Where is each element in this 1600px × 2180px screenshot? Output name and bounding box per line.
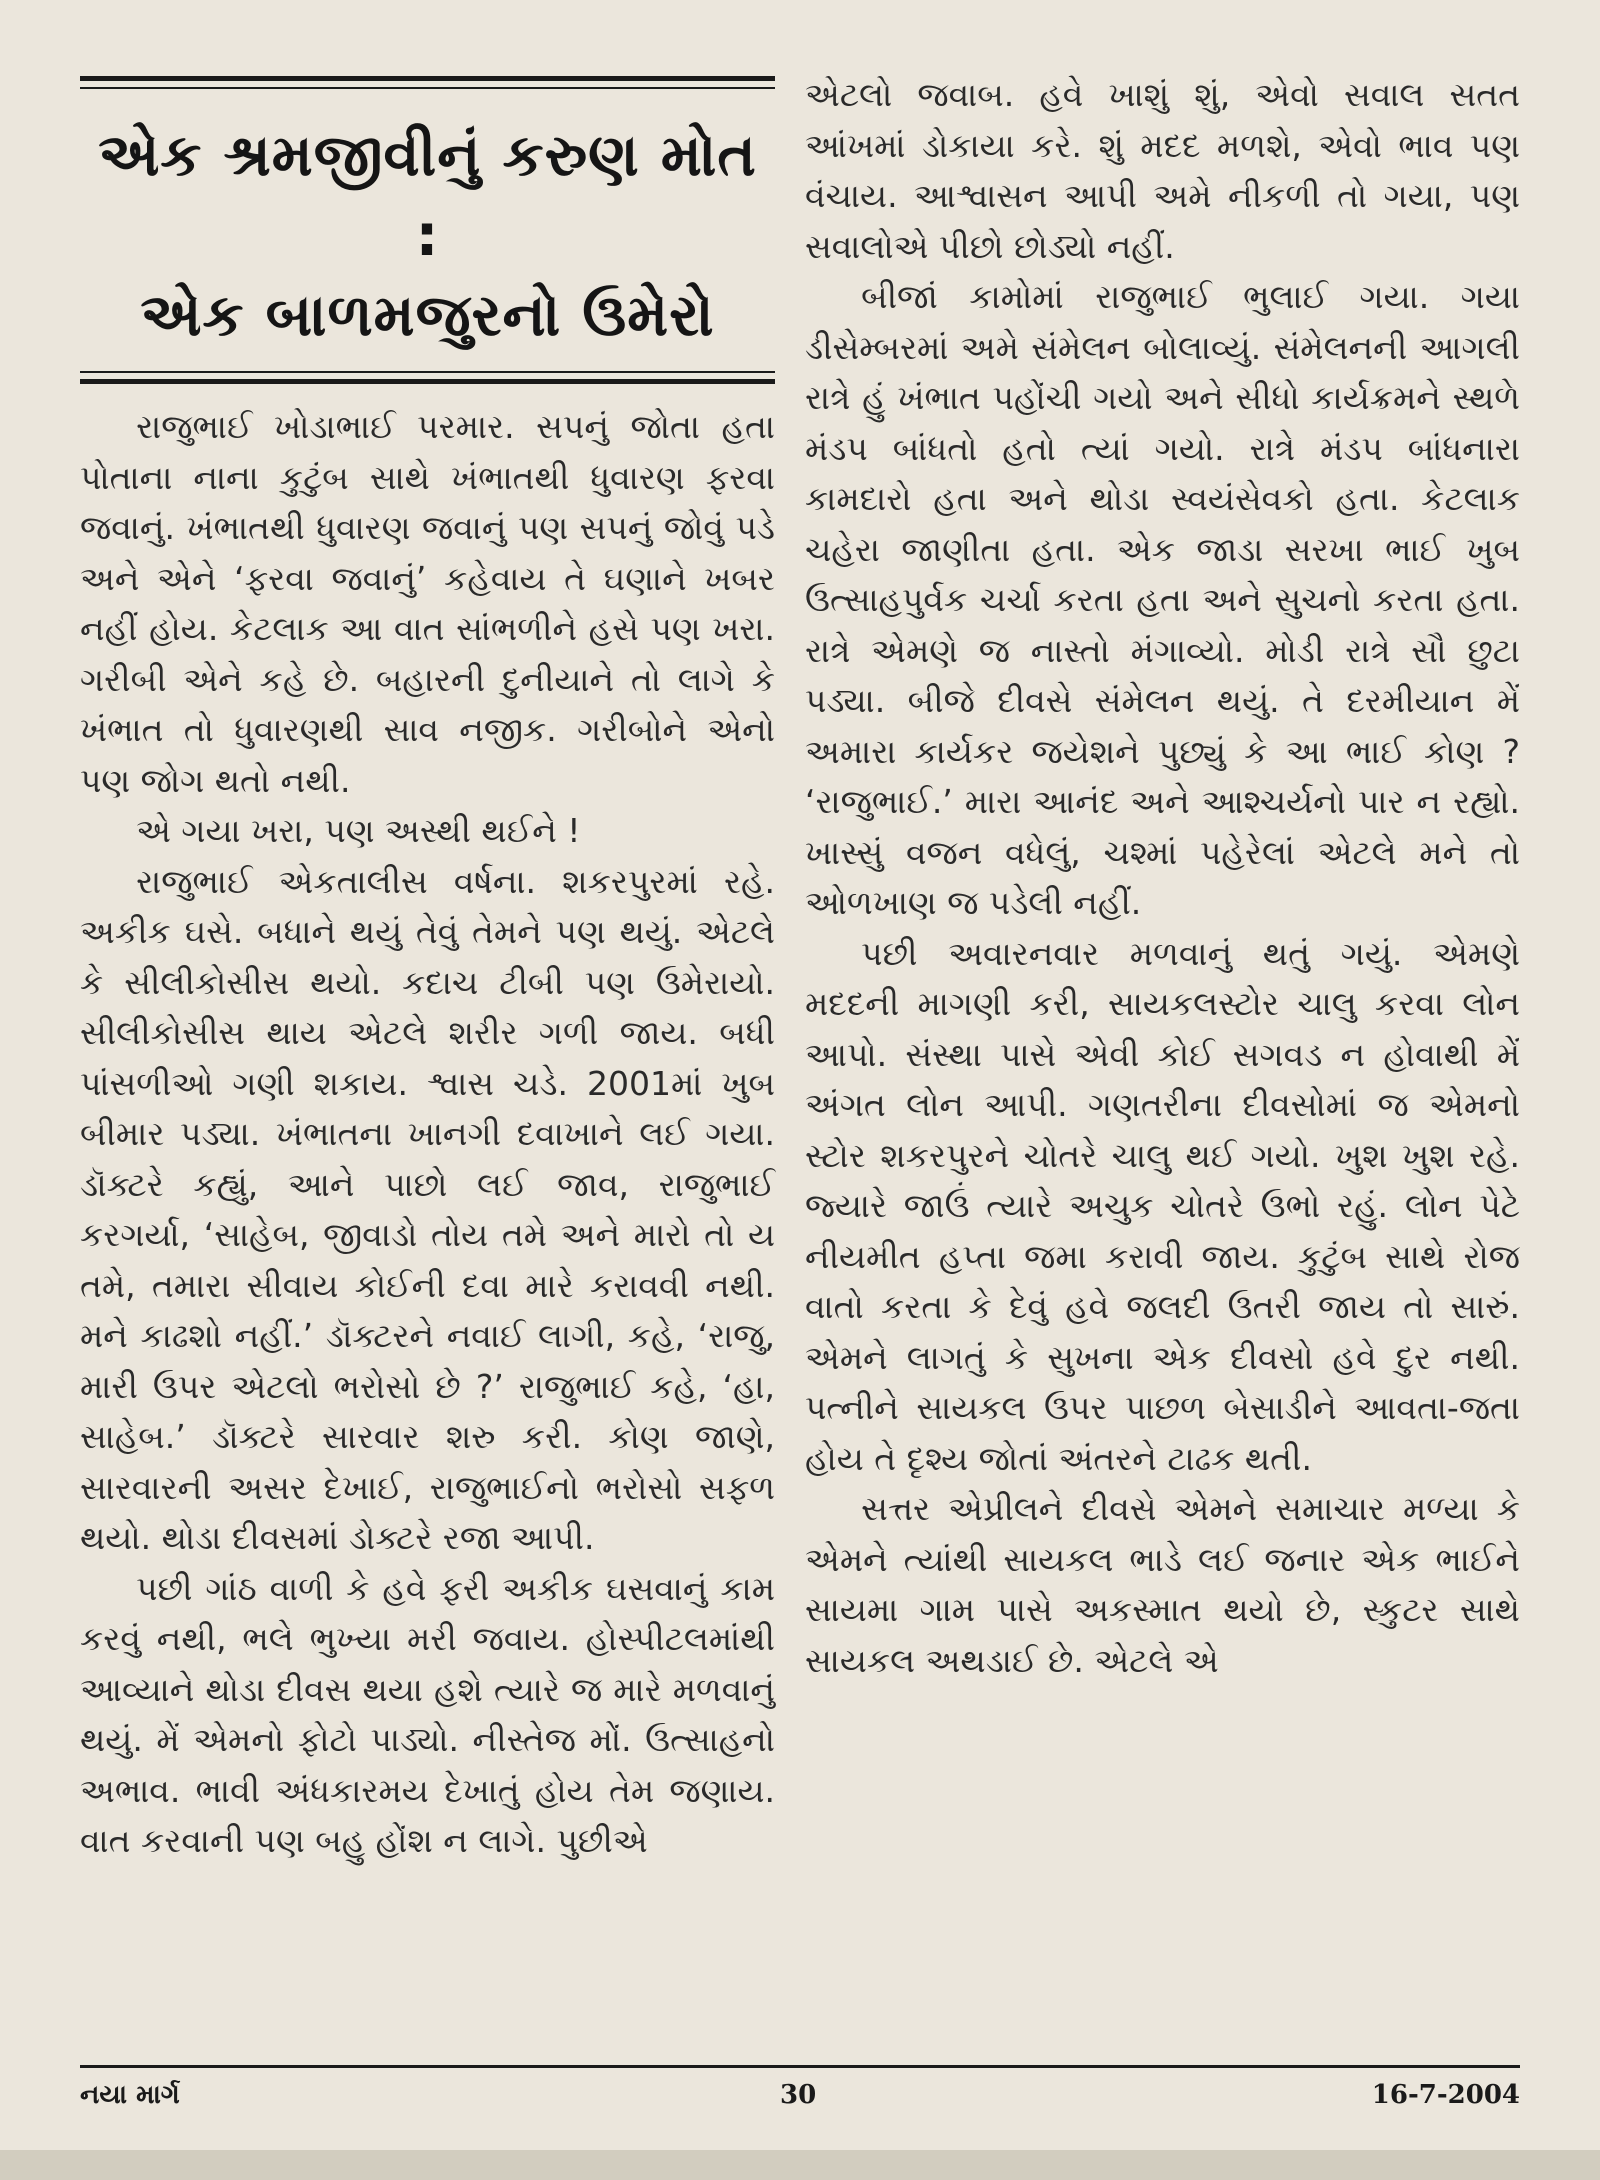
left-column bbox=[80, 70, 775, 1867]
paragraph: એટલો જવાબ. હવે ખાશું શું, એવો સવાલ સતત આંખમાં ડોકાયા કરે. શું મદદ મળશે, એવો ભાવ પણ વંચાય. આશ્વાસન આપી અમે નીકળી તો ગયા, પણ સવાલોએ પીછો છોડ્યો નહીં. bbox=[805, 75, 1520, 266]
paragraph: એ ગયા ખરા, પણ અસ્થી થઈને ! bbox=[136, 811, 581, 850]
left-body-text bbox=[80, 402, 775, 1867]
paragraph: રાજુભાઈ એકતાલીસ વર્ષના. શકરપુરમાં રહે. અકીક ઘસે. બધાને થયું તેવું તેમને પણ થયું. એટલે કે સીલીકોસીસ થયો. કદાચ ટીબી પણ ઉમેરાયો. સીલીકોસીસ થાય એટલે શરીર ગળી જાય. બધી પાંસળીઓ ગણી શકાય. શ્વાસ ચડે. 2001માં ખુબ બીમાર પડ્યા. ખંભાતના ખાનગી દવાખાને લઈ ગયા. ડૉક્ટરે કહ્યું, આને પાછો લઈ જાવ, રાજુભાઈ કરગર્યા, ‘સાહેબ, જીવાડો તોય તમે અને મારો તો ય તમે, તમારા સીવાય કોઈની દવા મારે કરાવવી નથી. મને કાઢશો નહીં.’ ડૉક્ટરને નવાઈ લાગી, કહે, ‘રાજુ, મારી ઉપર એટલો ભરોસો છે ?’ રાજુભાઈ કહે, ‘હા, સાહેબ.’ ડૉક્ટરે સારવાર શરુ કરી. કોણ જાણે, સારવારની અસર દેખાઈ, રાજુભાઈનો ભરોસો સફળ થયો. થોડા દીવસમાં ડોક્ટરે રજા આપી. bbox=[80, 861, 775, 1557]
paragraph: પછી અવારનવાર મળવાનું થતું ગયું. એમણે મદદની માગણી કરી, સાયકલસ્ટોર ચાલુ કરવા લોન આપો. સંસ્થા પાસે એવી કોઈ સગવડ ન હોવાથી મેં અંગત લોન આપી. ગણતરીના દીવસોમાં જ એમનો સ્ટોર શકરપુરને ચોતરે ચાલુ થઈ ગયો. ખુશ ખુશ રહે. જ્યારે જાઉં ત્યારે અચુક ચોતરે ઉભો રહું. લોન પેટે નીયમીત હપ્તા જમા કરાવી જાય. કુટુંબ સાથે રોજ વાતો કરતા કે દેવું હવે જલદી ઉતરી જાય તો સારું. એમને લાગતું કે સુખના એક દીવસો હવે દુર નથી. પત્નીને સાયકલ ઉપર પાછળ બેસાડીને આવતા-જતા હોય તે દૃશ્ય જોતાં અંતરને ટાઢક થતી. bbox=[805, 933, 1520, 1478]
page-number: 30 bbox=[780, 2080, 817, 2110]
paragraph: રાજુભાઈ ખોડાભાઈ પરમાર. સપનું જોતા હતા પોતાના નાના કુટુંબ સાથે ખંભાતથી ધુવારણ ફરવા જવાનું. ખંભાતથી ધુવારણ જવાનું પણ સપનું જોવું પડે અને એને ‘ફરવા જવાનું’ કહેવાય તે ઘણાને ખબર નહીં હોય. કેટલાક આ વાત સાંભળીને હસે પણ ખરા. ગરીબી એને કહે છે. બહારની દુનીયાને તો લાગે કે ખંભાત તો ધુવારણથી સાવ નજીક. ગરીબોને એનો પણ જોગ થતો નથી. bbox=[80, 407, 775, 800]
paragraph: બીજાં કામોમાં રાજુભાઈ ભુલાઈ ગયા. ગયા ડીસેમ્બરમાં અમે સંમેલન બોલાવ્યું. સંમેલનની આગલી રાત્રે હું ખંભાત પહોંચી ગયો અને સીધો કાર્યક્રમને સ્થળે મંડપ બાંધતો હતો ત્યાં ગયો. રાત્રે મંડપ બાંધનારા કામદારો હતા અને થોડા સ્વયંસેવકો હતા. કેટલાક ચહેરા જાણીતા હતા. એક જાડા સરખા ભાઈ ખુબ ઉત્સાહપુર્વક ચર્ચા કરતા હતા અને સુચનો કરતા હતા. રાત્રે એમણે જ નાસ્તો મંગાવ્યો. મોડી રાત્રે સૌ છુટા પડ્યા. બીજે દીવસે સંમેલન થયું. તે દરમીયાન મેં અમારા કાર્યકર જયેશને પુછ્યું કે આ ભાઈ કોણ ? ‘રાજુભાઈ.’ મારા આનંદ અને આશ્ચર્યનો પાર ન રહ્યો. ખાસ્સું વજન વધેલું, ચશ્માં પહેરેલાં એટલે મને તો ઓળખાણ જ પડેલી નહીં. bbox=[805, 277, 1520, 922]
page-footer bbox=[80, 2065, 1520, 2110]
title-top-thin-rule bbox=[80, 87, 775, 89]
title-top-rule bbox=[80, 76, 775, 81]
title-line-1: એક શ્રમજીવીનું કરુણ મોત : bbox=[98, 121, 757, 269]
article-title bbox=[80, 93, 775, 367]
paragraph: પછી ગાંઠ વાળી કે હવે ફરી અકીક ઘસવાનું કામ કરવું નથી, ભલે ભુખ્યા મરી જવાય. હોસ્પીટલમાંથી આવ્યાને થોડા દીવસ થયા હશે ત્યારે જ મારે મળવાનું થયું. મેં એમનો ફોટો પાડ્યો. નીસ્તેજ મોં. ઉત્સાહનો અભાવ. ભાવી અંધકારમય દેખાતું હોય તેમ જણાય. વાત કરવાની પણ બહુ હોંશ ન લાગે. પુછીએ bbox=[80, 1568, 775, 1860]
title-bottom-rule bbox=[80, 379, 775, 384]
publication-name: નયા માર્ગ bbox=[80, 2080, 180, 2110]
title-line-2: એક બાળમજુરનો ઉમેરો bbox=[140, 281, 715, 349]
page-bottom-edge bbox=[0, 2150, 1600, 2180]
title-bottom-thin-rule bbox=[80, 371, 775, 373]
right-column bbox=[805, 70, 1520, 1686]
issue-date: 16-7-2004 bbox=[1371, 2080, 1520, 2110]
paragraph: સત્તર એપ્રીલને દીવસે એમને સમાચાર મળ્યા કે એમને ત્યાંથી સાયકલ ભાડે લઈ જનાર એક ભાઈને સાયમા ગામ પાસે અકસ્માત થયો છે, સ્કુટર સાથે સાયકલ અથડાઈ છે. એટલે એ bbox=[805, 1489, 1520, 1680]
